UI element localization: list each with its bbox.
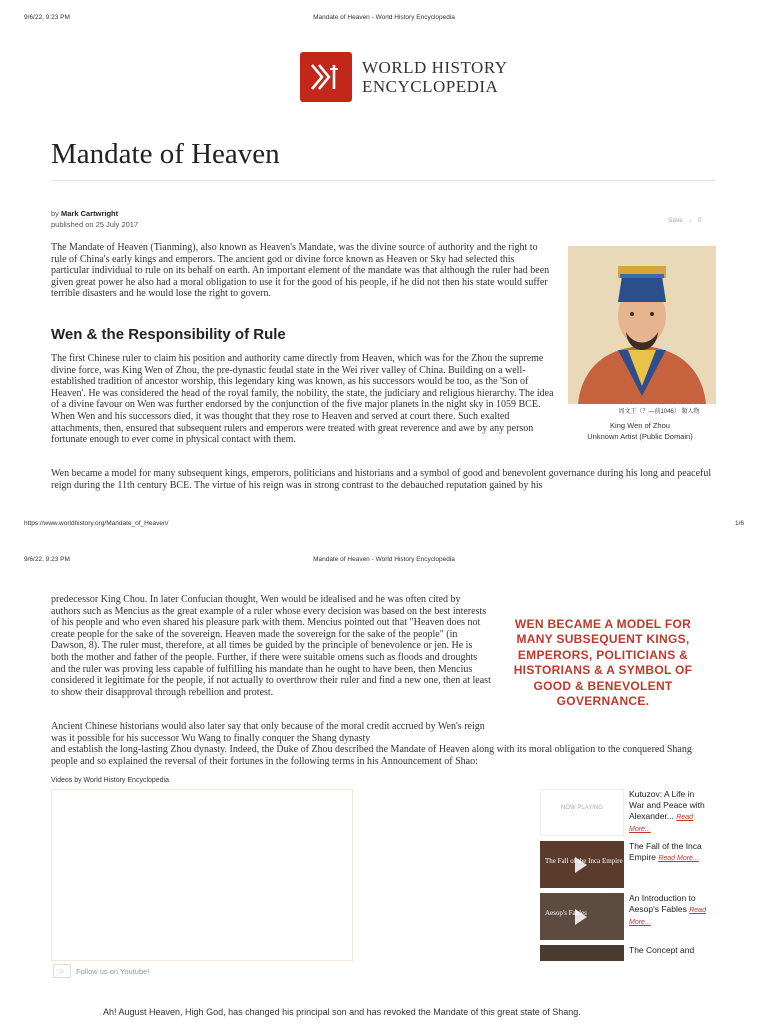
read-more-link[interactable]: Read More... [629,814,693,833]
section-paragraph: The first Chinese ruler to claim his position and authority came directly from Heaven, which was for the Zhou the supreme divine force, was King Wen of Zhou, the pre-dynastic feudal state in the Wei river valley of China. Building on a well-established tradition of ancestor worship, this legendary king was known, as his successors would be too, as the 'Son of Heaven'. He was considered the head of the royal family, the nobility, the state, the judiciary and religious hierarchy. The idea of a divine favour on Wen was further endorsed by the conjunction of the five major planets in the night sky in 1059 BCE. When Wen and his successors died, it was thought that they rose to Heaven and served at court there. Such exalted attachments, then, ensured that subsequent rulers and emperors were treated with great reverence and awe by any person fortunate enough to ever come in physical contact with them. [51,353,554,446]
byline [51,208,138,230]
print-header-page1 [24,14,744,21]
video-thumbnail [540,945,624,961]
pull-quote: WEN BECAME A MODEL FOR MANY SUBSEQUENT KINGS, EMPERORS, POLITICIANS & HISTORIANS & A SYMBOL OF GOOD & BENEVOLENT GOVERNANCE. [513,617,693,709]
youtube-follow-link[interactable] [53,964,149,978]
chevron-left-icon: ‹ [688,215,692,225]
play-icon [575,909,587,925]
logo-text [362,58,508,96]
video-thumbnail [540,841,624,888]
logo-mark-icon [300,52,352,102]
video-title-text: An Introduction to Aesop's Fables [629,893,696,914]
thumbnail-text: Aesop's Fables [545,909,587,917]
save-control[interactable] [668,215,701,225]
video-item[interactable] [540,893,710,940]
video-title [629,945,694,961]
image-credit: Unknown Artist (Public Domain) [587,432,693,441]
video-title [629,789,710,836]
inscription-main: 周文王（？—前1046） [618,409,680,415]
read-more-link[interactable]: Read More... [629,907,706,926]
logo-line1: WORLD HISTORY [362,58,508,77]
paragraph-mencius: predecessor King Chou. In later Confucian thought, Wen would be idealised and he was often cited by authors such as Mencius as the great example of a ruler whose every decision was based on the best interests of his people and who even shared his pleasure park with them. Mencius pointed out that "Heaven does not create people for the sake of the sovereign. Heaven made the sovereign for the sake of the people" (in Dawson, 8). The ruler must, therefore, at all times be guided by the principle of benevolence or jen. He is both the mother and father of the people. Further, if there were suitable omens such as floods and droughts and the ruler was proving less capable of fulfilling his mandate than he ought to have been, then Mencius considered it legitimate for the people, if not actually to overthrow their ruler and find a new one, then at least to show their disapproval through rebellion and protest. [51,594,491,698]
video-title-text: Kutuzov: A Life in War and Peace with Alexander... [629,789,705,821]
print-header-page2 [24,556,744,563]
video-item[interactable] [540,945,710,961]
play-icon [575,857,587,873]
published-date: published on 25 July 2017 [51,220,139,229]
king-wen-portrait[interactable] [568,246,716,404]
inscription-right: 類人物 [681,409,700,415]
video-title-text: The Concept and [629,945,695,955]
video-player[interactable] [51,789,353,961]
print-url: https://www.worldhistory.org/Mandate_of_Heaven/ [24,520,169,527]
site-logo[interactable] [300,52,508,102]
print-datetime: 9/6/22, 9:23 PM [24,556,70,563]
read-more-link[interactable]: Read More... [658,855,699,862]
video-thumbnail [540,893,624,940]
author-link[interactable]: Mark Cartwright [61,209,119,218]
print-footer-page1 [24,520,744,527]
video-title [629,893,710,940]
video-item[interactable] [540,841,710,888]
now-playing-label: NOW PLAYING [561,805,603,811]
print-datetime: 9/6/22, 9:23 PM [24,14,70,21]
title-divider [51,180,716,181]
thumbnail-text: The Fall of the Inca Empire [545,857,623,865]
video-title-text: The Fall of the Inca Empire [629,841,702,862]
print-page-number: 1/6 [734,520,744,527]
video-item[interactable] [540,789,710,836]
videos-label: Videos by World History Encyclopedia [51,777,170,784]
youtube-follow-text: Follow us on Youtube! [76,966,150,976]
save-button[interactable]: Save [668,216,683,224]
paragraph-historians: Ancient Chinese historians would also later say that only because of the moral credit accrued by Wen's reign was it possible for his successor Wu Wang to finally conquer the Shang dynasty [51,721,485,744]
video-title [629,841,710,888]
quote-block: Ah! August Heaven, High God, has changed his principal son and has revoked the Mandate of this great state of Shang. [103,1007,581,1017]
print-tab-title: Mandate of Heaven - World History Encyclopedia [313,14,455,21]
intro-paragraph: The Mandate of Heaven (Tianming), also known as Heaven's Mandate, was the divine source of authority and the right to rule of China's early kings and emperors. The ancient god or divine force known as Heaven or Sky had selected this particular individual to rule on its behalf on earth. An important element of the mandate was that although the ruler had been given great power he also had a moral obligation to use it for the good of his people, if he did not then his state would suffer terrible disasters and he would lose the right to govern. [51,242,550,300]
portrait-illustration [568,246,716,404]
image-caption: King Wen of Zhou [610,421,670,430]
wide-paragraph: Wen became a model for many subsequent kings, emperors, politicians and historians and a symbol of good and benevolent governance during his long and peaceful reign during the 11th century BCE. The virtue of his reign was in strong contrast to the debauched reputation gained by his [51,468,712,491]
paragraph-duke-of-zhou: and establish the long-lasting Zhou dynasty. Indeed, the Duke of Zhou described the Mandate of Heaven along with its moral obligation to the conquered Shang people and so explained the reversal of their fortunes in the following terms in his Announcement of Shao: [51,744,692,767]
section-heading: Wen & the Responsibility of Rule [51,326,286,343]
logo-line2: ENCYCLOPEDIA [362,77,499,96]
save-count: 0 [697,216,702,224]
page-title: Mandate of Heaven [51,138,280,170]
print-tab-title: Mandate of Heaven - World History Encyclopedia [313,556,455,563]
youtube-icon: ▷ [53,964,71,978]
portrait-inscription [604,406,714,415]
video-thumbnail [540,789,624,836]
byline-by: by [51,209,59,218]
